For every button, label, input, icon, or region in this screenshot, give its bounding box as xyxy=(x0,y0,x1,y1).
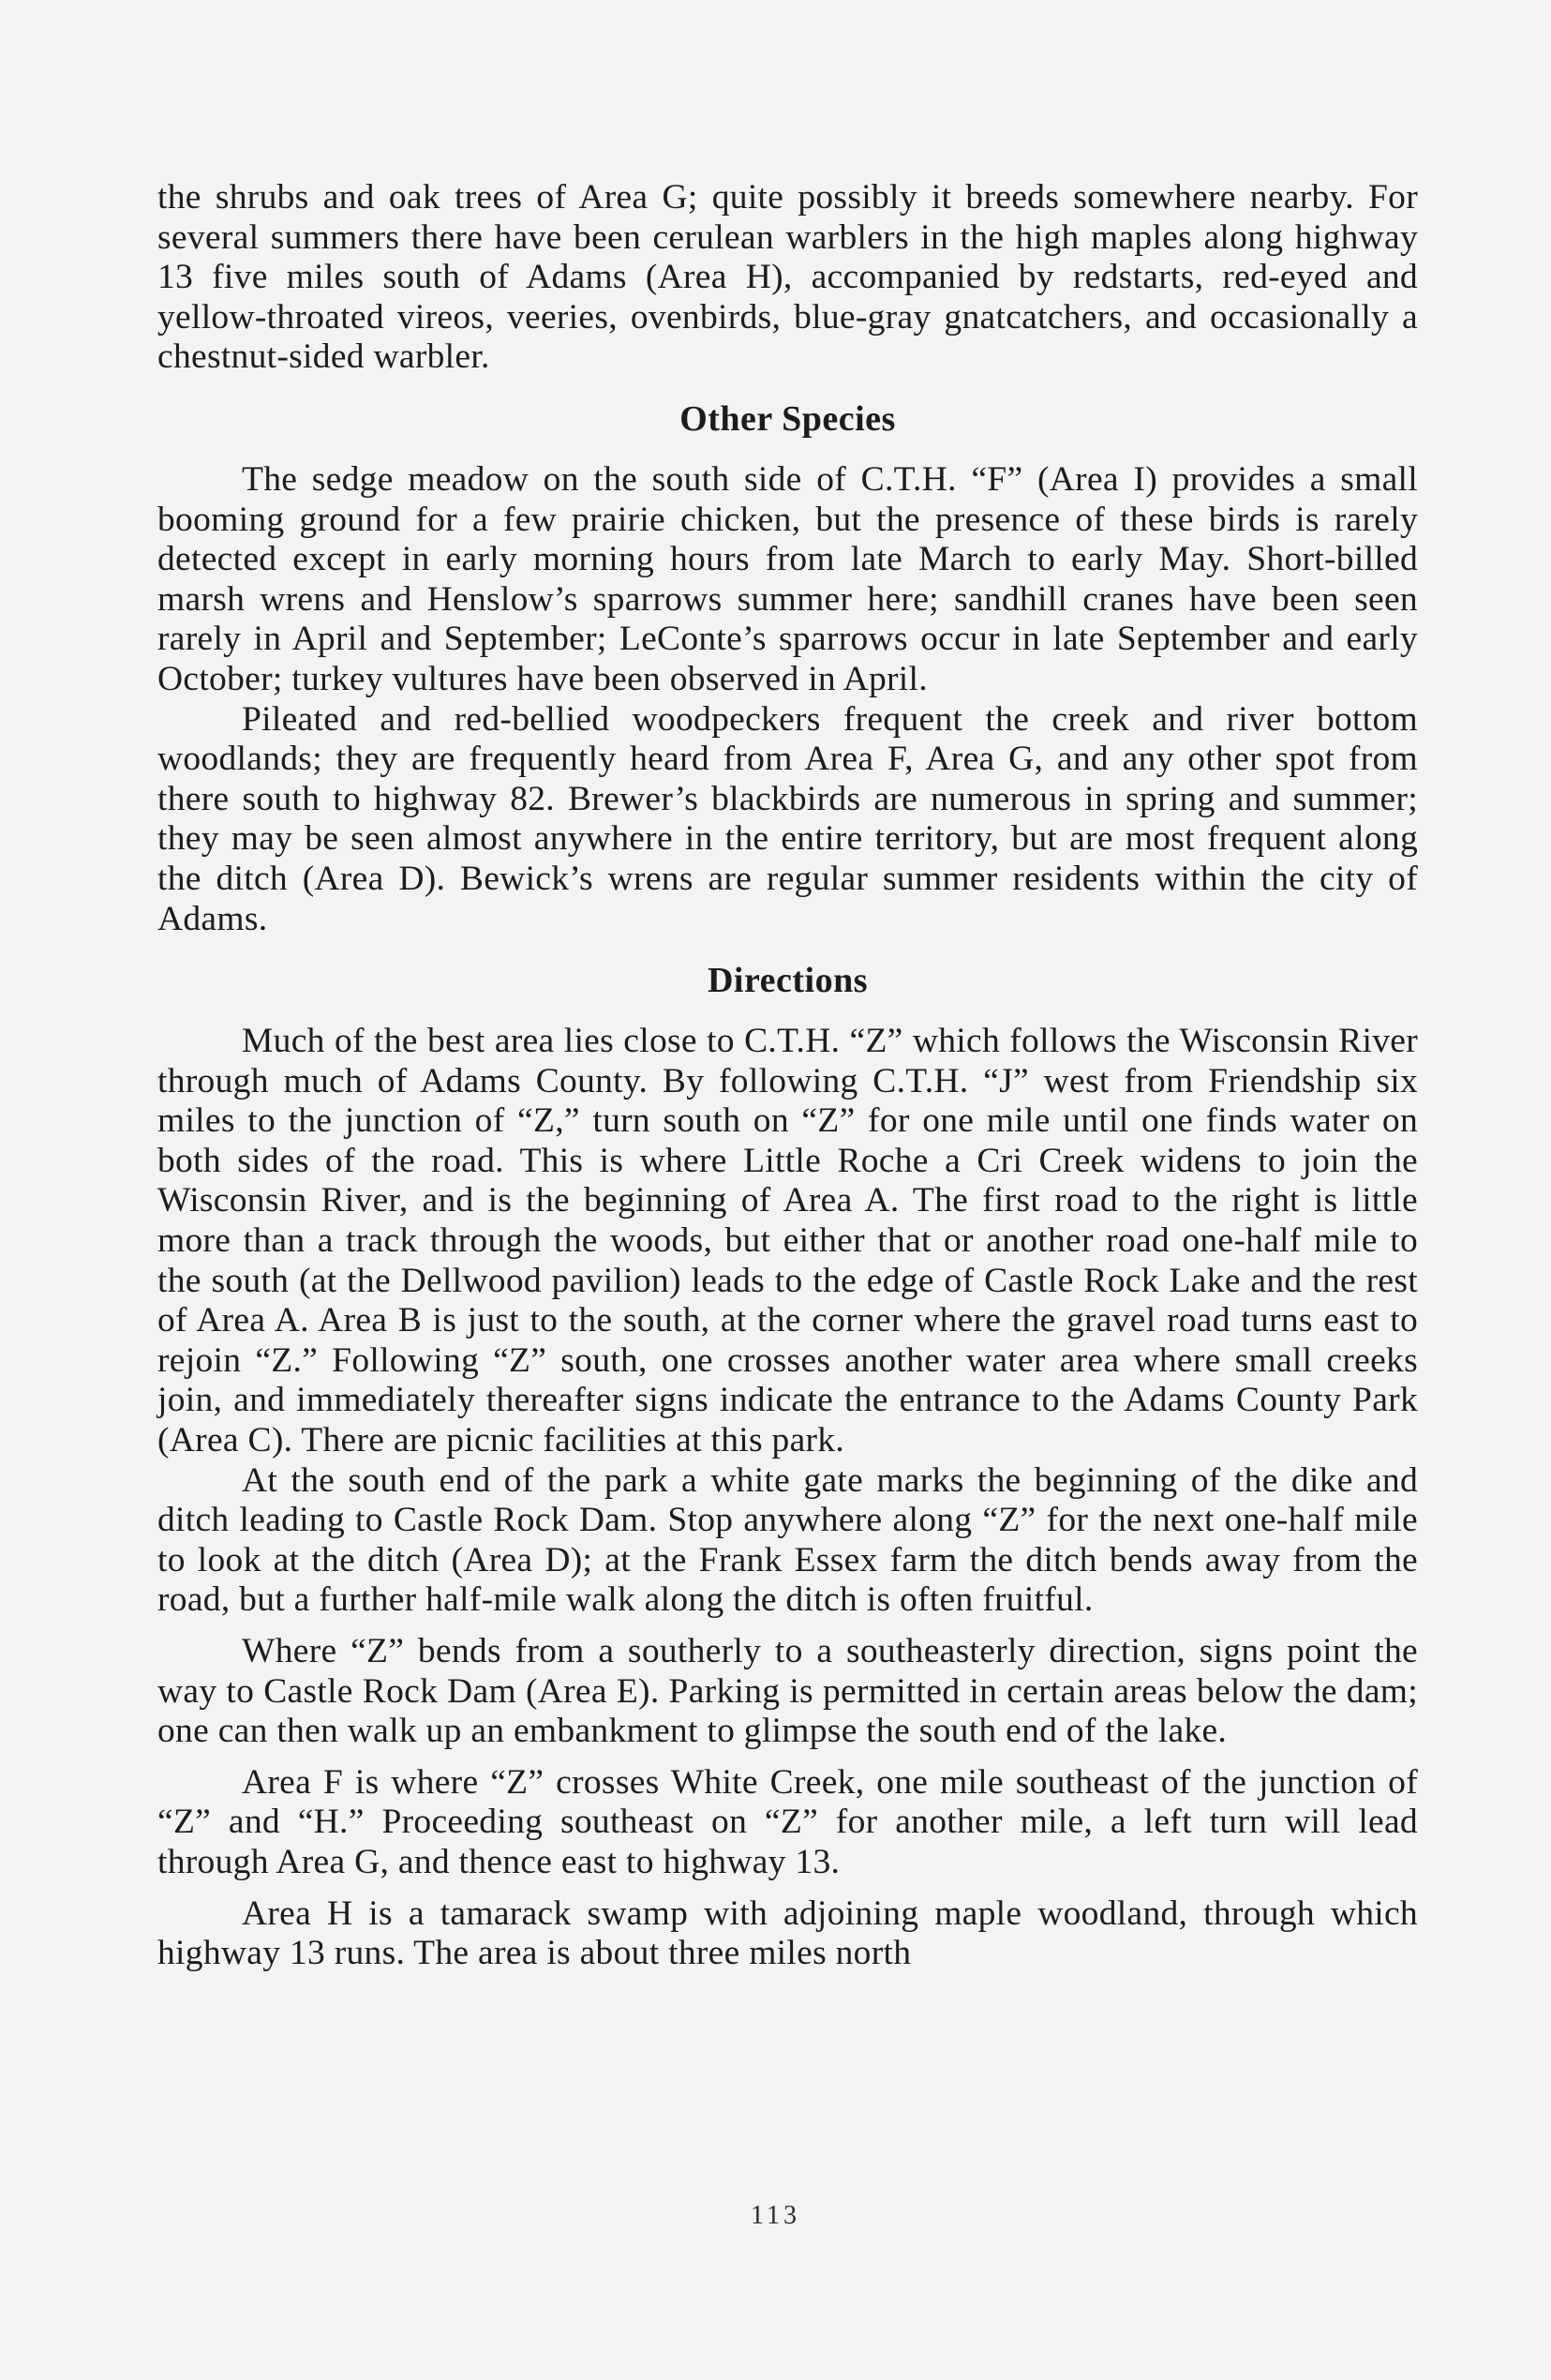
page-body xyxy=(157,178,1418,1974)
section-heading-other-species: Other Species xyxy=(679,398,896,439)
page-number: 113 xyxy=(751,2201,800,2230)
paragraph: Pileated and red-bellied woodpeckers frequent the creek and river bottom woodlands; they are frequently heard from Area F, Area G, and any other spot from there south to highway 82. Brewer’s blackbirds are numerous in spring and summer; they may be seen almost anywhere in the entire territory, but are most frequent along the ditch (Area D). Bewick’s wrens are regular summer residents within the city of Adams. xyxy=(157,699,1418,938)
paragraph: The sedge meadow on the south side of C.T.H. “F” (Area I) provides a small booming ground for a few prairie chicken, but the presence of these birds is rarely detected except in early morning hours from late March to early May. Short-billed marsh wrens and Henslow’s sparrows summer here; sandhill cranes have been seen rarely in April and September; LeConte’s sparrows occur in late September and early October; turkey vultures have been observed in April. xyxy=(157,459,1418,698)
section-heading-directions: Directions xyxy=(707,961,869,1001)
paragraph: Much of the best area lies close to C.T.H. “Z” which follows the Wisconsin River through much of Adams County. By following C.T.H. “J” west from Friendship six miles to the junction of “Z,” turn south on “Z” for one mile until one finds water on both sides of the road. This is where Little Roche a Cri Creek widens to join the Wisconsin River, and is the beginning of Area A. The first road to the right is little more than a track through the woods, but either that or another road one-half mile to the south (at the Dellwood pavilion) leads to the edge of Castle Rock Lake and the rest of Area A. Area B is just to the south, at the corner where the gravel road turns east to rejoin “Z.” Following “Z” south, one crosses another water area where small creeks join, and immediately thereafter signs indicate the entrance to the Adams County Park (Area C). There are picnic facilities at this park. xyxy=(157,1022,1418,1460)
paragraph: Area F is where “Z” crosses White Creek, one mile southeast of the junction of “Z” and “H.” Proceeding southeast on “Z” for another mile, a left turn will lead through Area G, and thence east to highway 13. xyxy=(157,1762,1418,1881)
paragraph: Where “Z” bends from a southerly to a southeasterly direction, signs point the way to Castle Rock Dam (Area E). Parking is permitted in certain areas below the dam; one can then walk up an embankment to glimpse the south end of the lake. xyxy=(157,1632,1418,1751)
paragraph: At the south end of the park a white gate marks the beginning of the dike and ditch leading to Castle Rock Dam. Stop anywhere along “Z” for the next one-half mile to look at the ditch (Area D); at the Frank Essex farm the ditch bends away from the road, but a further half-mile walk along the ditch is often fruitful. xyxy=(157,1460,1418,1620)
paragraph: Area H is a tamarack swamp with adjoining maple woodland, through which highway 13 runs. The area is about three miles north xyxy=(157,1894,1418,1973)
intro-paragraph: the shrubs and oak trees of Area G; quite possibly it breeds somewhere nearby. For several summers there have been cerulean warblers in the high maples along highway 13 five miles south of Adams (Area H), accompanied by redstarts, red-eyed and yellow-throated vireos, veeries, ovenbirds, blue-gray gnatcatchers, and occasionally a chestnut-sided warbler. xyxy=(157,178,1418,377)
